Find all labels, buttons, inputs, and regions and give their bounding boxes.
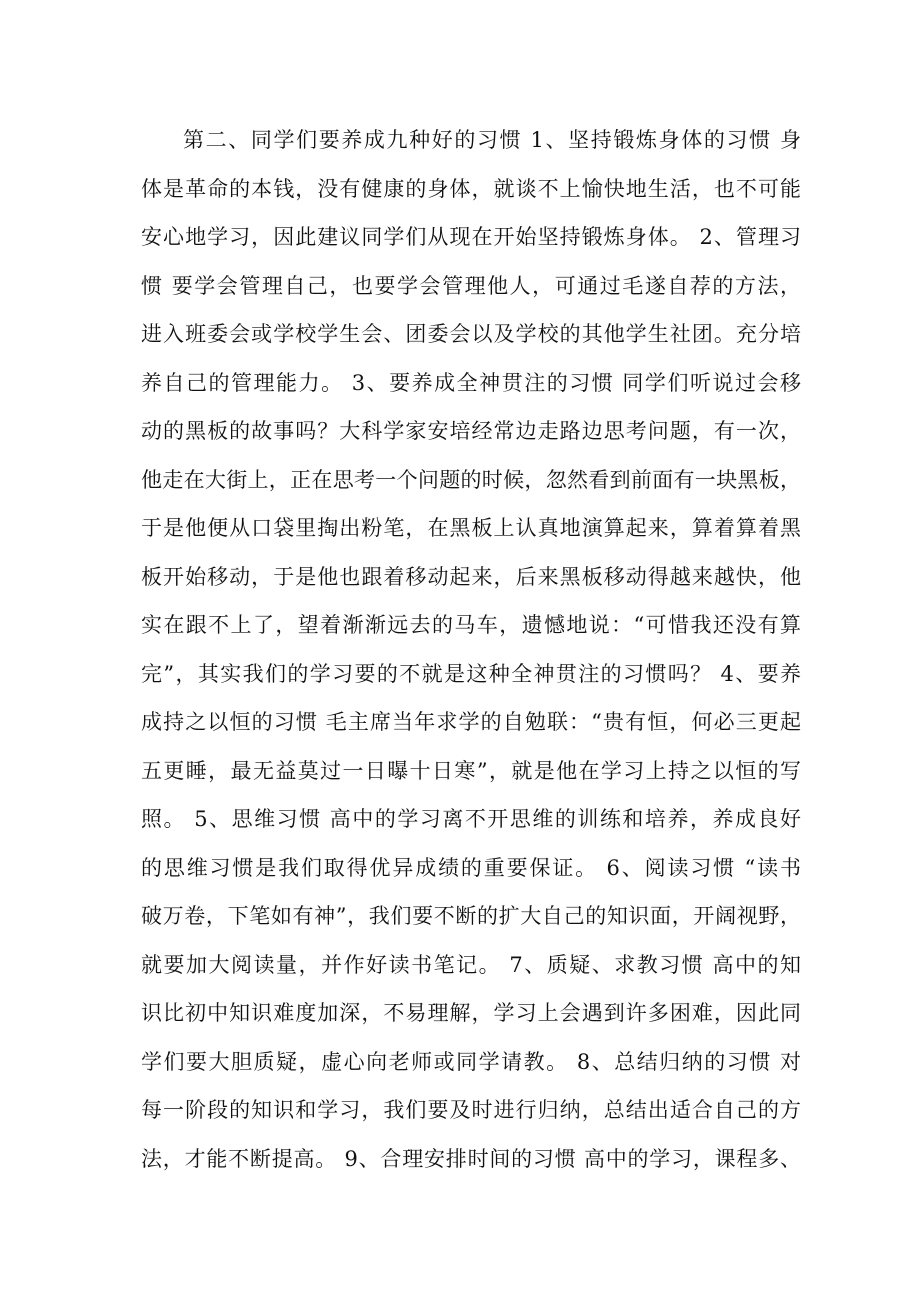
text-line: 于是他便从口袋里掏出粉笔，在黑板上认真地演算起来，算着算着黑 — [141, 516, 801, 540]
text-line: 实在跟不上了，望着渐渐远去的马车，遗憾地说：“可惜我还没有算 — [141, 613, 801, 637]
text-line: 他走在大街上，正在思考一个问题的时候，忽然看到前面有一块黑板， — [141, 467, 801, 492]
text-line: 法，才能不断提高。 9、合理安排时间的习惯 高中的学习，课程多、 — [141, 1146, 801, 1171]
text-line: 就要加大阅读量，并作好读书笔记。 7、质疑、求教习惯 高中的知 — [141, 952, 801, 977]
text-line: 识比初中知识难度加深，不易理解，学习上会遇到许多困难，因此同 — [141, 1001, 801, 1025]
text-line: 惯 要学会管理自己，也要学会管理他人，可通过毛遂自荐的方法， — [141, 273, 801, 298]
text-line: 进入班委会或学校学生会、团委会以及学校的其他学生社团。充分培 — [141, 322, 801, 346]
text-line: 破万卷，下笔如有神”，我们要不断的扩大自己的知识面，开阔视野， — [141, 904, 801, 928]
text-line: 板开始移动，于是他也跟着移动起来，后来黑板移动得越来越快，他 — [141, 564, 801, 589]
text-line: 第二、同学们要养成九种好的习惯 1、坚持锻炼身体的习惯 身 — [183, 128, 801, 152]
text-line: 体是革命的本钱，没有健康的身体，就谈不上愉快地生活，也不可能 — [141, 176, 801, 201]
body-text — [141, 116, 801, 1183]
text-line: 照。 5、思维习惯 高中的学习离不开思维的训练和培养，养成良好 — [141, 807, 801, 831]
text-line: 成持之以恒的习惯 毛主席当年求学的自勉联：“贵有恒，何必三更起 — [141, 710, 801, 734]
text-line: 安心地学习，因此建议同学们从现在开始坚持锻炼身体。 2、管理习 — [141, 225, 801, 249]
text-line: 养自己的管理能力。 3、要养成全神贯注的习惯 同学们听说过会移 — [141, 370, 801, 395]
text-line: 动的黑板的故事吗？大科学家安培经常边走路边思考问题，有一次， — [141, 419, 801, 443]
text-line: 的思维习惯是我们取得优异成绩的重要保证。 6、阅读习惯 “读书 — [141, 855, 801, 880]
text-line: 学们要大胆质疑，虚心向老师或同学请教。 8、总结归纳的习惯 对 — [141, 1049, 801, 1074]
text-line: 每一阶段的知识和学习，我们要及时进行归纳，总结出适合自己的方 — [141, 1098, 801, 1122]
text-line: 完”，其实我们的学习要的不就是这种全神贯注的习惯吗？ 4、要养 — [141, 661, 801, 686]
text-line: 五更睡，最无益莫过一日曝十日寒”，就是他在学习上持之以恒的写 — [141, 758, 801, 783]
